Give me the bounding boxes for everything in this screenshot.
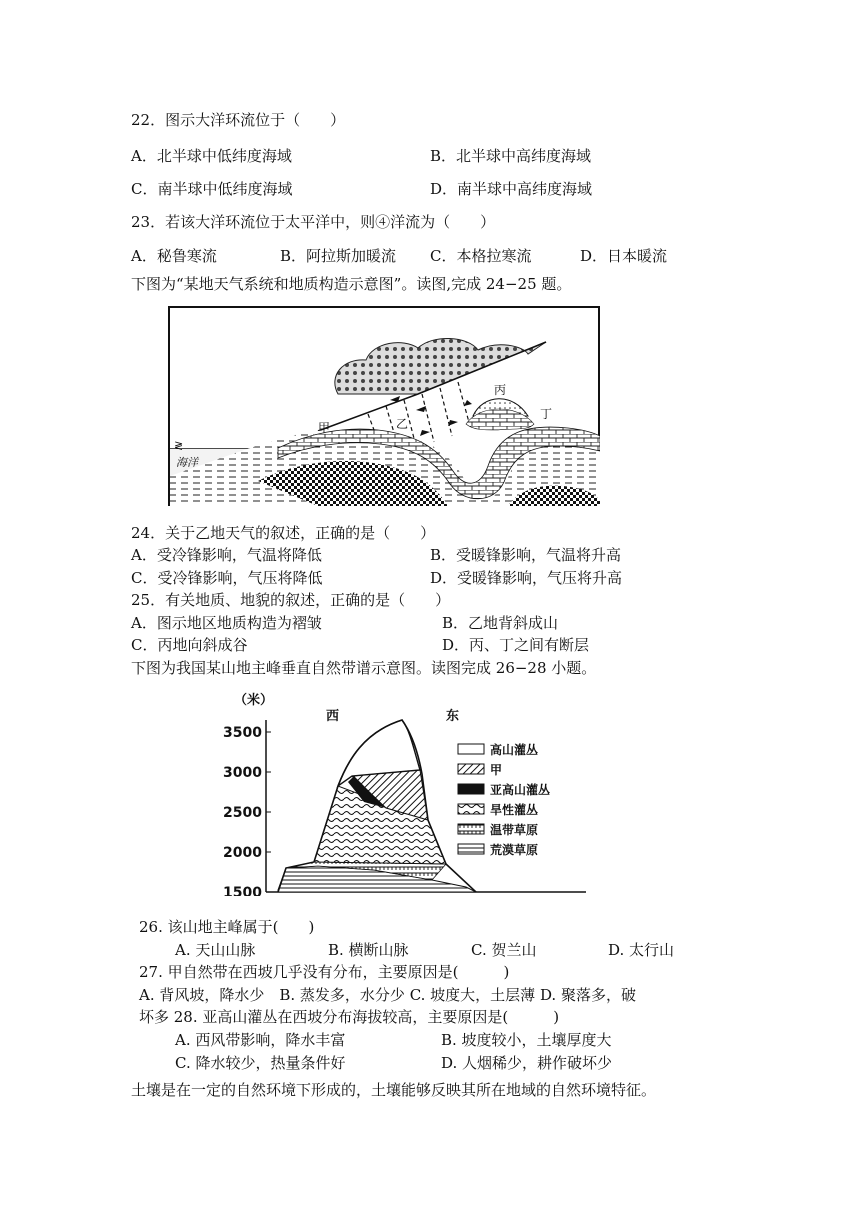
ytick-3000: 3000 [223, 765, 262, 781]
ytick-3500: 3500 [223, 725, 262, 741]
q26-option-a: A. 天山山脉 [175, 941, 256, 959]
q27-options: A. 背风坡，降水少 B. 蒸发多，水分少 C. 坡度大，土层薄 D. 聚落多，破 [139, 986, 636, 1004]
q26-option-c: C. 贺兰山 [471, 941, 537, 959]
legend-swatch-jia [458, 764, 484, 774]
ytick-2500: 2500 [223, 805, 262, 821]
legend-label-subalpine: 亚高山灌丛 [490, 783, 551, 797]
weather-geology-diagram [168, 306, 600, 506]
legend-label-jia: 甲 [490, 763, 503, 777]
q24-option-a: A．受冷锋影响，气温将降低 [131, 546, 322, 564]
q25-option-c: C．丙地向斜成谷 [131, 636, 248, 654]
legend-label-xeric: 旱性灌丛 [490, 803, 539, 817]
label-ding: 丁 [540, 407, 553, 421]
legend-swatch-desert [458, 844, 484, 854]
q25-option-d: D．丙、丁之间有断层 [442, 636, 590, 654]
q23-option-d: D．日本暖流 [580, 247, 668, 265]
q28-option-d: D. 人烟稀少，耕作破坏少 [441, 1054, 613, 1072]
intro-24-25: 下图为“某地天气系统和地质构造示意图”。读图,完成 24−25 题。 [131, 275, 572, 293]
legend-label-temperate: 温带草原 [490, 823, 539, 837]
q23-option-c: C．本格拉寒流 [430, 247, 532, 265]
closing-paragraph: 土壤是在一定的自然环境下形成的，土壤能够反映其所在地域的自然环境特征。 [131, 1081, 657, 1099]
y-axis-unit: （米） [234, 693, 274, 708]
q24-stem: 24．关于乙地天气的叙述，正确的是（ ） [131, 524, 436, 542]
q25-option-a: A．图示地区地质构造为褶皱 [131, 614, 322, 632]
ytick-1500: 1500 [223, 885, 262, 896]
q26-option-b: B. 横断山脉 [328, 941, 409, 959]
q25-option-b: B．乙地背斜成山 [442, 614, 559, 632]
vertical-zone-diagram [214, 690, 594, 896]
label-yi: 乙 [396, 417, 409, 431]
q24-option-c: C．受冷锋影响，气压将降低 [131, 569, 323, 587]
q24-option-d: D．受暖锋影响，气压将升高 [430, 569, 623, 587]
q26-option-d: D. 太行山 [608, 941, 675, 959]
legend-swatch-temperate [458, 824, 484, 834]
q28-option-b: B. 坡度较小，土壤厚度大 [441, 1031, 612, 1049]
legend-swatch-alpine [458, 744, 484, 754]
q26-stem: 26. 该山地主峰属于( ) [139, 918, 315, 936]
legend-swatch-xeric [458, 804, 484, 814]
q22-option-d: D．南半球中高纬度海域 [430, 180, 593, 198]
label-bing: 丙 [494, 383, 507, 397]
q28-option-a: A. 西风带影响，降水丰富 [175, 1031, 346, 1049]
west-label: 西 [326, 709, 340, 724]
q23-option-b: B．阿拉斯加暖流 [280, 247, 397, 265]
q23-stem: 23．若该大洋环流位于太平洋中，则④洋流为（ ） [131, 213, 496, 231]
q25-stem: 25．有关地质、地貌的叙述，正确的是（ ） [131, 591, 451, 609]
east-label: 东 [446, 709, 460, 724]
ytick-2000: 2000 [223, 845, 262, 861]
q27-continued-q28-stem: 坏多 28. 亚高山灌丛在西坡分布海拔较高，主要原因是( ) [139, 1008, 560, 1026]
q22-option-c: C．南半球中低纬度海域 [131, 180, 293, 198]
label-ocean: 海洋 [176, 456, 198, 469]
legend-label-desert: 荒漠草原 [490, 843, 539, 857]
legend [458, 742, 550, 857]
q22-stem: 22．图示大洋环流位于（ ） [131, 111, 346, 129]
q27-stem: 27. 甲自然带在西坡几乎没有分布，主要原因是( ) [139, 963, 510, 981]
q28-option-c: C. 降水较少，热量条件好 [175, 1054, 346, 1072]
sea-level-mark: ≷ [174, 439, 184, 452]
q22-option-a: A．北半球中低纬度海域 [131, 147, 292, 165]
q22-option-b: B．北半球中高纬度海域 [430, 147, 592, 165]
q24-option-b: B．受暖锋影响，气温将升高 [430, 546, 622, 564]
legend-label-alpine: 高山灌丛 [490, 743, 539, 757]
intro-26-28: 下图为我国某山地主峰垂直自然带谱示意图。读图完成 26−28 小题。 [131, 659, 597, 677]
label-jia: 甲 [318, 421, 331, 435]
q23-option-a: A．秘鲁寒流 [131, 247, 217, 265]
legend-swatch-subalpine [458, 784, 484, 794]
